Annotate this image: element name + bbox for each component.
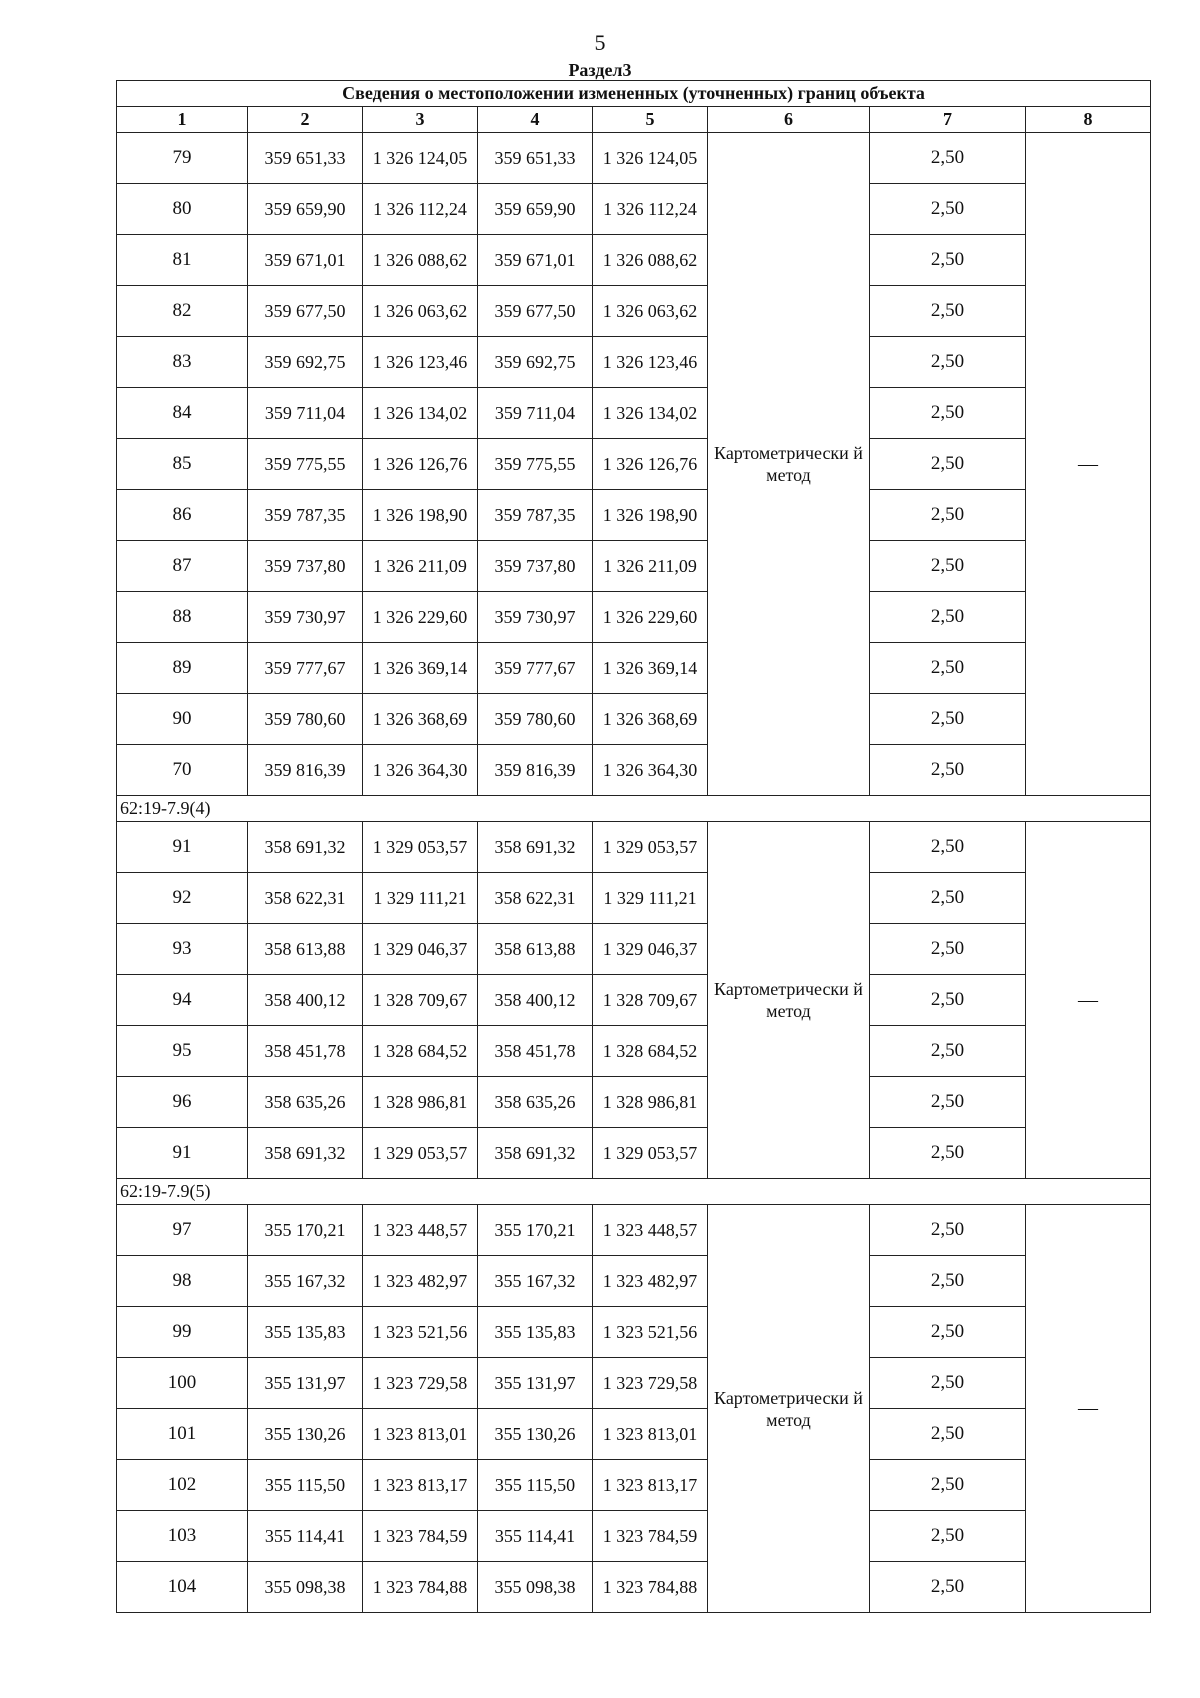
precision-value: 2,50 xyxy=(870,1077,1026,1128)
precision-value: 2,50 xyxy=(870,1026,1026,1077)
point-number: 100 xyxy=(117,1358,248,1409)
y-new: 1 326 369,14 xyxy=(593,643,708,694)
table-row xyxy=(117,1205,1151,1256)
method-cell: Картометрически й метод xyxy=(708,133,870,796)
x-new: 358 635,26 xyxy=(478,1077,593,1128)
x-existing: 355 130,26 xyxy=(248,1409,363,1460)
point-number: 102 xyxy=(117,1460,248,1511)
y-new: 1 323 448,57 xyxy=(593,1205,708,1256)
point-number: 96 xyxy=(117,1077,248,1128)
x-existing: 355 131,97 xyxy=(248,1358,363,1409)
x-new: 358 451,78 xyxy=(478,1026,593,1077)
point-number: 82 xyxy=(117,286,248,337)
x-new: 355 167,32 xyxy=(478,1256,593,1307)
x-existing: 355 135,83 xyxy=(248,1307,363,1358)
group-label-row xyxy=(117,1179,1151,1205)
group-label-row xyxy=(117,796,1151,822)
table-row xyxy=(117,133,1151,184)
x-new: 358 622,31 xyxy=(478,873,593,924)
table-row xyxy=(117,975,1151,1026)
x-existing: 359 677,50 xyxy=(248,286,363,337)
point-number: 80 xyxy=(117,184,248,235)
y-new: 1 326 112,24 xyxy=(593,184,708,235)
point-number: 97 xyxy=(117,1205,248,1256)
column-number-4: 4 xyxy=(478,107,593,133)
point-number: 90 xyxy=(117,694,248,745)
x-new: 359 730,97 xyxy=(478,592,593,643)
point-number: 84 xyxy=(117,388,248,439)
y-new: 1 323 813,17 xyxy=(593,1460,708,1511)
table-row xyxy=(117,184,1151,235)
point-number: 94 xyxy=(117,975,248,1026)
point-number: 81 xyxy=(117,235,248,286)
y-existing: 1 326 123,46 xyxy=(363,337,478,388)
table-row xyxy=(117,439,1151,490)
table-row xyxy=(117,745,1151,796)
column-8-cell: — xyxy=(1026,822,1151,1179)
column-number-1: 1 xyxy=(117,107,248,133)
x-existing: 358 691,32 xyxy=(248,1128,363,1179)
y-new: 1 323 729,58 xyxy=(593,1358,708,1409)
precision-value: 2,50 xyxy=(870,1256,1026,1307)
y-existing: 1 323 482,97 xyxy=(363,1256,478,1307)
x-new: 359 737,80 xyxy=(478,541,593,592)
point-number: 101 xyxy=(117,1409,248,1460)
x-new: 359 692,75 xyxy=(478,337,593,388)
y-new: 1 329 046,37 xyxy=(593,924,708,975)
table-row xyxy=(117,1358,1151,1409)
precision-value: 2,50 xyxy=(870,643,1026,694)
y-existing: 1 329 053,57 xyxy=(363,822,478,873)
precision-value: 2,50 xyxy=(870,745,1026,796)
y-existing: 1 323 521,56 xyxy=(363,1307,478,1358)
x-existing: 359 780,60 xyxy=(248,694,363,745)
x-new: 355 098,38 xyxy=(478,1562,593,1613)
x-existing: 359 651,33 xyxy=(248,133,363,184)
table-row xyxy=(117,822,1151,873)
precision-value: 2,50 xyxy=(870,133,1026,184)
section-title: Раздел3 xyxy=(568,60,632,80)
y-new: 1 323 784,88 xyxy=(593,1562,708,1613)
y-new: 1 326 126,76 xyxy=(593,439,708,490)
point-number: 91 xyxy=(117,1128,248,1179)
precision-value: 2,50 xyxy=(870,337,1026,388)
x-existing: 358 622,31 xyxy=(248,873,363,924)
x-new: 355 114,41 xyxy=(478,1511,593,1562)
table-row xyxy=(117,1460,1151,1511)
y-new: 1 326 368,69 xyxy=(593,694,708,745)
point-number: 99 xyxy=(117,1307,248,1358)
x-new: 359 775,55 xyxy=(478,439,593,490)
y-existing: 1 326 198,90 xyxy=(363,490,478,541)
y-new: 1 329 111,21 xyxy=(593,873,708,924)
x-new: 359 816,39 xyxy=(478,745,593,796)
y-new: 1 328 986,81 xyxy=(593,1077,708,1128)
table-row xyxy=(117,592,1151,643)
table-row xyxy=(117,490,1151,541)
x-new: 359 787,35 xyxy=(478,490,593,541)
precision-value: 2,50 xyxy=(870,1460,1026,1511)
column-number-2: 2 xyxy=(248,107,363,133)
y-new: 1 326 134,02 xyxy=(593,388,708,439)
precision-value: 2,50 xyxy=(870,286,1026,337)
point-number: 93 xyxy=(117,924,248,975)
column-number-3: 3 xyxy=(363,107,478,133)
point-number: 103 xyxy=(117,1511,248,1562)
table-row xyxy=(117,643,1151,694)
y-existing: 1 329 111,21 xyxy=(363,873,478,924)
x-existing: 359 777,67 xyxy=(248,643,363,694)
table-row xyxy=(117,388,1151,439)
point-number: 85 xyxy=(117,439,248,490)
page-number: 5 xyxy=(594,30,606,55)
y-existing: 1 326 369,14 xyxy=(363,643,478,694)
column-number-6: 6 xyxy=(708,107,870,133)
x-new: 355 130,26 xyxy=(478,1409,593,1460)
x-new: 358 400,12 xyxy=(478,975,593,1026)
point-number: 86 xyxy=(117,490,248,541)
x-existing: 358 451,78 xyxy=(248,1026,363,1077)
y-new: 1 323 813,01 xyxy=(593,1409,708,1460)
x-new: 359 671,01 xyxy=(478,235,593,286)
method-cell: Картометрически й метод xyxy=(708,822,870,1179)
table-row xyxy=(117,1511,1151,1562)
precision-value: 2,50 xyxy=(870,1307,1026,1358)
table-row xyxy=(117,1307,1151,1358)
precision-value: 2,50 xyxy=(870,592,1026,643)
y-new: 1 326 211,09 xyxy=(593,541,708,592)
point-number: 91 xyxy=(117,822,248,873)
y-new: 1 326 124,05 xyxy=(593,133,708,184)
x-new: 358 691,32 xyxy=(478,1128,593,1179)
x-existing: 358 400,12 xyxy=(248,975,363,1026)
y-existing: 1 329 046,37 xyxy=(363,924,478,975)
table-row xyxy=(117,694,1151,745)
y-existing: 1 326 126,76 xyxy=(363,439,478,490)
point-number: 89 xyxy=(117,643,248,694)
precision-value: 2,50 xyxy=(870,873,1026,924)
y-existing: 1 326 134,02 xyxy=(363,388,478,439)
x-new: 358 691,32 xyxy=(478,822,593,873)
x-existing: 359 730,97 xyxy=(248,592,363,643)
point-number: 95 xyxy=(117,1026,248,1077)
table-row xyxy=(117,1077,1151,1128)
x-existing: 355 170,21 xyxy=(248,1205,363,1256)
y-existing: 1 326 368,69 xyxy=(363,694,478,745)
y-existing: 1 329 053,57 xyxy=(363,1128,478,1179)
x-existing: 358 613,88 xyxy=(248,924,363,975)
precision-value: 2,50 xyxy=(870,1128,1026,1179)
point-number: 79 xyxy=(117,133,248,184)
x-existing: 359 737,80 xyxy=(248,541,363,592)
y-existing: 1 326 229,60 xyxy=(363,592,478,643)
point-number: 88 xyxy=(117,592,248,643)
table-row xyxy=(117,1128,1151,1179)
table-row xyxy=(117,286,1151,337)
precision-value: 2,50 xyxy=(870,975,1026,1026)
table-row xyxy=(117,924,1151,975)
precision-value: 2,50 xyxy=(870,822,1026,873)
table-caption: Сведения о местоположении измененных (уточненных) границ объекта xyxy=(117,81,1151,107)
x-new: 359 677,50 xyxy=(478,286,593,337)
precision-value: 2,50 xyxy=(870,1358,1026,1409)
y-existing: 1 326 364,30 xyxy=(363,745,478,796)
table-row xyxy=(117,337,1151,388)
table-row xyxy=(117,1256,1151,1307)
x-existing: 359 775,55 xyxy=(248,439,363,490)
x-existing: 355 167,32 xyxy=(248,1256,363,1307)
x-existing: 355 114,41 xyxy=(248,1511,363,1562)
column-number-8: 8 xyxy=(1026,107,1151,133)
x-new: 355 135,83 xyxy=(478,1307,593,1358)
table-row xyxy=(117,1409,1151,1460)
table-row xyxy=(117,873,1151,924)
table-row xyxy=(117,541,1151,592)
y-new: 1 326 229,60 xyxy=(593,592,708,643)
y-new: 1 326 063,62 xyxy=(593,286,708,337)
boundary-coordinates-table xyxy=(116,80,1151,1613)
precision-value: 2,50 xyxy=(870,1562,1026,1613)
x-new: 355 131,97 xyxy=(478,1358,593,1409)
point-number: 70 xyxy=(117,745,248,796)
column-8-cell: — xyxy=(1026,1205,1151,1613)
y-new: 1 329 053,57 xyxy=(593,822,708,873)
precision-value: 2,50 xyxy=(870,1205,1026,1256)
precision-value: 2,50 xyxy=(870,235,1026,286)
precision-value: 2,50 xyxy=(870,1409,1026,1460)
y-new: 1 329 053,57 xyxy=(593,1128,708,1179)
x-new: 359 651,33 xyxy=(478,133,593,184)
table-row xyxy=(117,235,1151,286)
x-new: 355 170,21 xyxy=(478,1205,593,1256)
x-existing: 359 659,90 xyxy=(248,184,363,235)
y-new: 1 323 784,59 xyxy=(593,1511,708,1562)
x-existing: 358 635,26 xyxy=(248,1077,363,1128)
precision-value: 2,50 xyxy=(870,1511,1026,1562)
x-new: 358 613,88 xyxy=(478,924,593,975)
y-new: 1 328 684,52 xyxy=(593,1026,708,1077)
point-number: 92 xyxy=(117,873,248,924)
point-number: 98 xyxy=(117,1256,248,1307)
y-existing: 1 323 813,01 xyxy=(363,1409,478,1460)
column-number-5: 5 xyxy=(593,107,708,133)
y-existing: 1 323 784,59 xyxy=(363,1511,478,1562)
table-row xyxy=(117,1562,1151,1613)
x-existing: 359 671,01 xyxy=(248,235,363,286)
precision-value: 2,50 xyxy=(870,184,1026,235)
precision-value: 2,50 xyxy=(870,439,1026,490)
x-existing: 355 115,50 xyxy=(248,1460,363,1511)
point-number: 83 xyxy=(117,337,248,388)
y-existing: 1 326 211,09 xyxy=(363,541,478,592)
group-label: 62:19-7.9(4) xyxy=(117,796,1151,822)
x-new: 359 711,04 xyxy=(478,388,593,439)
x-existing: 359 692,75 xyxy=(248,337,363,388)
point-number: 87 xyxy=(117,541,248,592)
group-label: 62:19-7.9(5) xyxy=(117,1179,1151,1205)
x-existing: 358 691,32 xyxy=(248,822,363,873)
precision-value: 2,50 xyxy=(870,490,1026,541)
x-new: 359 777,67 xyxy=(478,643,593,694)
y-new: 1 326 198,90 xyxy=(593,490,708,541)
point-number: 104 xyxy=(117,1562,248,1613)
table-row xyxy=(117,1026,1151,1077)
y-existing: 1 328 709,67 xyxy=(363,975,478,1026)
x-existing: 355 098,38 xyxy=(248,1562,363,1613)
y-new: 1 323 521,56 xyxy=(593,1307,708,1358)
x-existing: 359 816,39 xyxy=(248,745,363,796)
y-existing: 1 323 784,88 xyxy=(363,1562,478,1613)
y-new: 1 326 123,46 xyxy=(593,337,708,388)
y-new: 1 328 709,67 xyxy=(593,975,708,1026)
precision-value: 2,50 xyxy=(870,541,1026,592)
x-new: 359 780,60 xyxy=(478,694,593,745)
y-existing: 1 323 729,58 xyxy=(363,1358,478,1409)
column-8-cell: — xyxy=(1026,133,1151,796)
y-existing: 1 328 986,81 xyxy=(363,1077,478,1128)
x-new: 359 659,90 xyxy=(478,184,593,235)
method-cell: Картометрически й метод xyxy=(708,1205,870,1613)
x-existing: 359 787,35 xyxy=(248,490,363,541)
precision-value: 2,50 xyxy=(870,924,1026,975)
y-existing: 1 328 684,52 xyxy=(363,1026,478,1077)
x-existing: 359 711,04 xyxy=(248,388,363,439)
y-existing: 1 326 063,62 xyxy=(363,286,478,337)
column-number-7: 7 xyxy=(870,107,1026,133)
y-new: 1 323 482,97 xyxy=(593,1256,708,1307)
y-existing: 1 326 088,62 xyxy=(363,235,478,286)
precision-value: 2,50 xyxy=(870,388,1026,439)
x-new: 355 115,50 xyxy=(478,1460,593,1511)
precision-value: 2,50 xyxy=(870,694,1026,745)
y-existing: 1 323 813,17 xyxy=(363,1460,478,1511)
y-existing: 1 323 448,57 xyxy=(363,1205,478,1256)
y-existing: 1 326 112,24 xyxy=(363,184,478,235)
y-new: 1 326 088,62 xyxy=(593,235,708,286)
y-new: 1 326 364,30 xyxy=(593,745,708,796)
y-existing: 1 326 124,05 xyxy=(363,133,478,184)
